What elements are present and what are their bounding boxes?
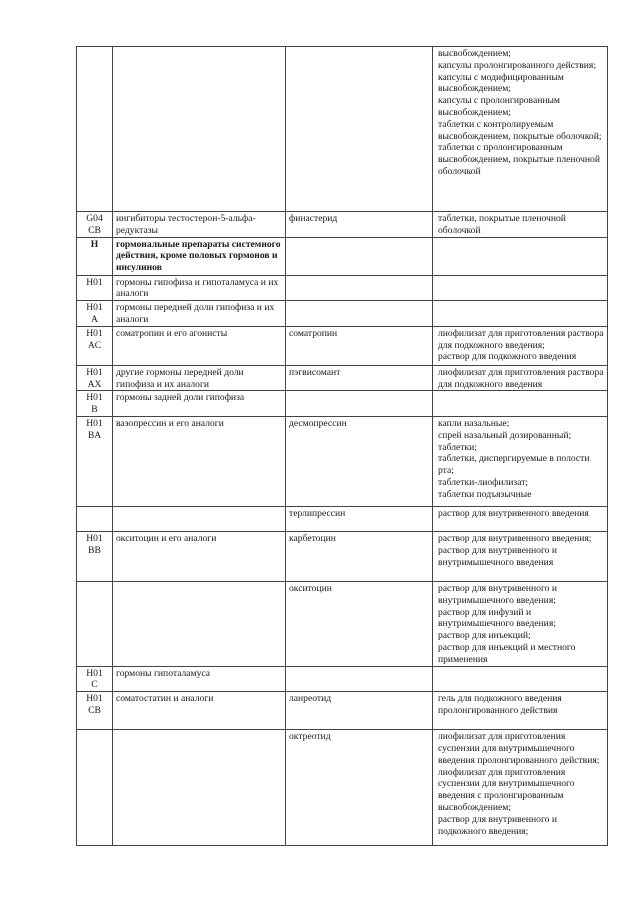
anatomical-group-cell: другие гормоны передней доли гипофиза и их аналоги (113, 365, 286, 391)
atc-code-cell (77, 212, 113, 238)
atc-code-part: AC (87, 339, 102, 351)
dosage-form-item: лиофилизат для приготовления суспензии для внутримышечного введения с пролонгированным высвобождением; (438, 766, 575, 813)
dosage-form-item: капсулы с модифицированным высвобождением; (438, 71, 564, 95)
dosage-form-cell (433, 326, 608, 365)
dosage-form-item: таблетки, диспергируемые в полости рта; (438, 453, 590, 477)
atc-code-part: CB (88, 704, 101, 716)
drug-name-cell (286, 47, 433, 212)
dosage-form-item: раствор для подкожного введения (438, 351, 577, 363)
dosage-form-cell (433, 416, 608, 506)
atc-code-cell (77, 666, 113, 692)
atc-code-part: H (90, 238, 99, 250)
atc-code-cell (77, 391, 113, 417)
dosage-form-item: раствор для инъекций; (438, 630, 531, 642)
anatomical-group-cell: гормоны гипофиза и гипоталамуса и их аналоги (113, 275, 286, 301)
dosage-form-item: раствор для внутривенного введения; (438, 532, 592, 544)
drug-name-cell: окситоцин (286, 581, 433, 666)
dosage-form-item: раствор для инфузий и внутримышечного введения; (438, 606, 556, 630)
table-row (77, 416, 608, 506)
dosage-form-cell (433, 531, 608, 581)
table-row (77, 301, 608, 327)
atc-code-part: G04 (86, 213, 103, 224)
drug-name-cell: десмопрессин (286, 416, 433, 506)
dosage-form-cell (433, 730, 608, 846)
atc-code-part: BA (87, 429, 102, 441)
dosage-form-item: таблетки с пролонгированным высвобождением, покрытые пленочной оболочкой (438, 142, 600, 177)
dosage-form-cell (433, 237, 608, 275)
atc-code-cell (77, 531, 113, 581)
table-row (77, 237, 608, 275)
dosage-form-cell (433, 506, 608, 531)
dosage-form-item: высвобождением; (438, 48, 511, 59)
dosage-form-cell (433, 391, 608, 417)
atc-code-part: H01 (86, 693, 103, 705)
atc-code-cell (77, 47, 113, 212)
drug-name-cell: карбетоцин (286, 531, 433, 581)
table-row (77, 730, 608, 846)
atc-code-part: A (91, 313, 98, 325)
atc-code-part: H01 (86, 392, 103, 404)
anatomical-group-cell: гормоны передней доли гипофиза и их аналоги (113, 301, 286, 327)
dosage-form-item: капсулы с пролонгированным высвобождением; (438, 95, 561, 118)
dosage-form-item: таблетки, покрытые пленочной оболочкой (438, 213, 566, 236)
table-body (77, 47, 608, 846)
atc-code-part: AX (87, 378, 102, 390)
dosage-form-cell (433, 581, 608, 666)
dosage-form-item: таблетки-лиофилизат; (438, 476, 529, 488)
atc-code-cell (77, 326, 113, 365)
dosage-form-item: лиофилизат для приготовления суспензии для внутримышечного введения пролонгированного действия; (438, 731, 600, 766)
table-row (77, 275, 608, 301)
table-row (77, 581, 608, 666)
table-row (77, 666, 608, 692)
anatomical-group-cell: соматостатин и аналоги (113, 692, 286, 730)
drug-name-cell: соматропин (286, 326, 433, 365)
dosage-form-item: раствор для внутривенного и внутримышечного введения; (438, 582, 557, 606)
atc-code-cell (77, 581, 113, 666)
drug-name-cell: октреотид (286, 730, 433, 846)
dosage-form-cell (433, 692, 608, 730)
drug-name-cell (286, 237, 433, 275)
atc-code-part: CB (88, 224, 101, 236)
anatomical-group-cell (113, 581, 286, 666)
drug-name-cell (286, 275, 433, 301)
atc-code-cell (77, 275, 113, 301)
dosage-form-item: гель для подкожного введения пролонгированного действия (438, 693, 562, 716)
dosage-form-item: спрей назальный дозированный; (438, 429, 572, 441)
document-page (76, 46, 607, 846)
dosage-form-cell (433, 301, 608, 327)
anatomical-group-cell: гормоны гипоталамуса (113, 666, 286, 692)
atc-code-part: C (91, 679, 98, 691)
atc-code-part: B (91, 404, 98, 416)
dosage-form-cell (433, 275, 608, 301)
anatomical-group-cell: ингибиторы тестостерон-5-альфа-редуктазы (113, 212, 286, 238)
drug-name-cell: ланреотид (286, 692, 433, 730)
atc-code-cell (77, 237, 113, 275)
table-row (77, 692, 608, 730)
dosage-form-item: капли назальные; (438, 417, 510, 429)
table-row (77, 506, 608, 531)
anatomical-group-cell: гормоны задней доли гипофиза (113, 391, 286, 417)
drug-name-cell: терлипрессин (286, 506, 433, 531)
atc-code-cell (77, 730, 113, 846)
anatomical-group-cell: окситоцин и его аналоги (113, 531, 286, 581)
dosage-form-item: капсулы пролонгированного действия; (438, 59, 596, 71)
dosage-form-item: раствор для внутривенного и внутримышечного введения (438, 544, 557, 568)
anatomical-group-cell: соматропин и его агонисты (113, 326, 286, 365)
dosage-form-item: раствор для внутривенного и подкожного введения; (438, 813, 557, 837)
atc-code-part: BB (88, 544, 101, 556)
table-row (77, 326, 608, 365)
anatomical-group-cell (113, 506, 286, 531)
atc-code-part: H01 (86, 417, 103, 429)
drug-name-cell: финастерид (286, 212, 433, 238)
dosage-form-item: таблетки с контролируемым высвобождением, покрытые оболочкой; (438, 118, 602, 142)
dosage-form-item: таблетки; (438, 441, 477, 453)
dosage-form-item: лиофилизат для приготовления раствора для подкожного введения (438, 366, 604, 390)
dosage-form-item: раствор для внутривенного введения (438, 507, 589, 519)
drug-name-cell (286, 301, 433, 327)
atc-code-cell (77, 416, 113, 506)
drug-classification-table (76, 46, 608, 846)
atc-code-part: H01 (86, 532, 103, 544)
table-row (77, 212, 608, 238)
dosage-form-item: раствор для инъекций и местного применения (438, 641, 576, 665)
atc-code-cell (77, 301, 113, 327)
atc-code-part: H01 (86, 667, 103, 679)
atc-code-cell (77, 692, 113, 730)
table-row (77, 391, 608, 417)
anatomical-group-cell: вазопрессин и его аналоги (113, 416, 286, 506)
atc-code-cell (77, 506, 113, 531)
atc-code-part: H01 (86, 366, 103, 378)
drug-name-cell (286, 391, 433, 417)
atc-code-cell (77, 365, 113, 391)
atc-code-part: H01 (86, 276, 103, 288)
dosage-form-cell (433, 47, 608, 212)
dosage-form-cell (433, 666, 608, 692)
dosage-form-item: таблетки подъязычные (438, 488, 532, 500)
dosage-form-item: лиофилизат для приготовления раствора для подкожного введения; (438, 327, 604, 351)
dosage-form-cell (433, 365, 608, 391)
table-row (77, 531, 608, 581)
drug-name-cell: пэгвисомант (286, 365, 433, 391)
table-row (77, 365, 608, 391)
atc-code-part: H01 (86, 327, 103, 339)
dosage-form-cell (433, 212, 608, 238)
drug-name-cell (286, 666, 433, 692)
anatomical-group-cell: гормональные препараты системного действия, кроме половых гормонов и инсулинов (113, 237, 286, 275)
anatomical-group-cell (113, 730, 286, 846)
anatomical-group-cell (113, 47, 286, 212)
atc-code-part: H01 (86, 302, 103, 314)
table-row (77, 47, 608, 212)
